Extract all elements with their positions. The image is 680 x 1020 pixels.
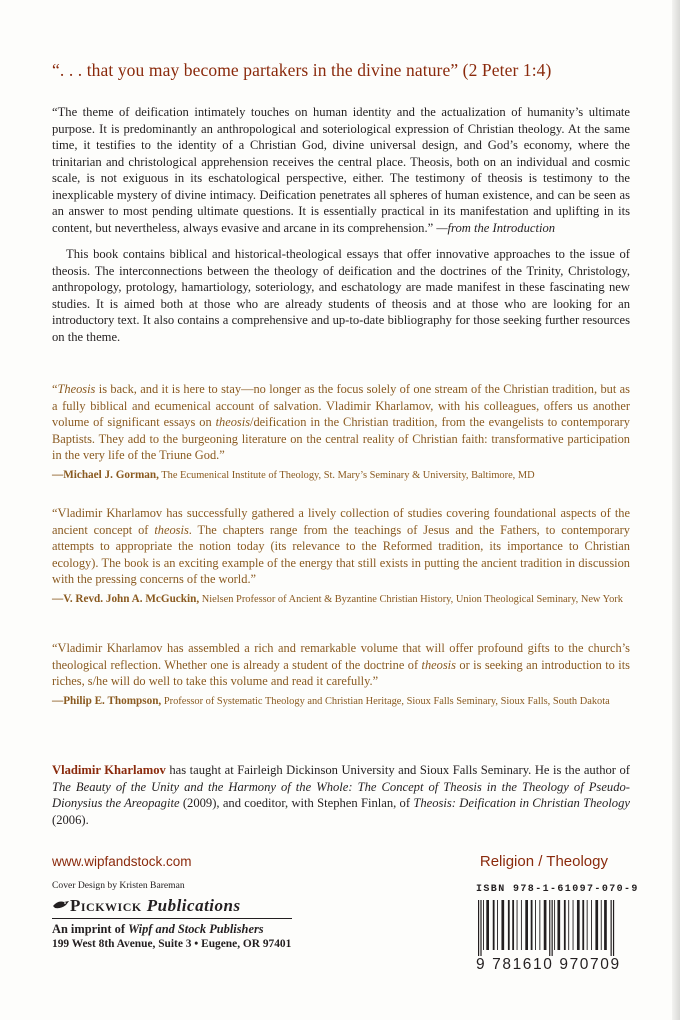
book-title: Theosis: Deification in Christian Theology (413, 796, 630, 811)
endorser-name: —Philip E. Thompson, (52, 694, 162, 707)
barcode-bar (483, 900, 484, 950)
category-label: Religion / Theology (479, 853, 608, 870)
book-description: This book contains biblical and historical-theological essays that offer innovative approaches to the issue of theosis. The interconnections between the theology of deification and the doctrines of the Trinity, Christology, anthropology, protology, hamartiology, soteriology, and eschatology are made manifest in these fascinating new studies. It is aimed both at those who are already students of theosis and at those who are looking for an introductory text. It also contains a comprehensive and up-to-date bibliography for those seeking further resources on the theme. (52, 247, 630, 344)
endorsement-attribution (52, 694, 630, 709)
publisher-address: 199 West 8th Avenue, Suite 3 • Eugene, OR 97401 (52, 938, 292, 950)
publisher-website[interactable]: www.wipfandstock.com (52, 854, 192, 869)
intro-quote (52, 104, 630, 236)
barcode-bar (601, 900, 602, 950)
barcode-bar (613, 900, 614, 956)
barcode-bar (535, 900, 536, 950)
endorsement-quote: “Theosis is back, and it is here to stay—no longer as the focus solely of one stream of the Christian tradition, but as a fully biblical and ecumenical account of salvation. Vladimir Kharlamov, with his colleagues, offers us another volume of significant essays on theosis/deification in the Christian tradition, from the evangelists to contemporary Baptists. They add to the burgeoning literature on the central reality of Christian faith: transformative participation in the very life of the Triune God.” (52, 382, 630, 463)
endorsement-thompson (52, 640, 630, 709)
isbn-label: ISBN 978-1-61097-070-9 (476, 884, 639, 895)
publisher-name: Pickwick Publications (52, 896, 312, 916)
barcode-bar (577, 900, 580, 950)
endorsement-quote: “Vladimir Kharlamov has successfully gathered a lively collection of studies covering foundational aspects of the ancient concept of theosis. The chapters range from the teachings of Jesus and the Fathers, to contemporary attempts to appropriate the notion today (its relevance to the Reformed tradition, its importance to Christian ecology). The book is an exciting example of the energy that still exists in putting the ancient tradition in discussion with the pressing concerns of the world.” (52, 506, 630, 587)
cover-design-credit: Cover Design by Kristen Bareman (52, 880, 185, 891)
barcode-bar (582, 900, 584, 950)
publisher-rule (52, 918, 292, 919)
barcode-bar (568, 900, 569, 950)
barcode-bar (497, 900, 498, 950)
page-edge (672, 0, 680, 1020)
barcode-bar (591, 900, 592, 950)
barcode-bar (478, 900, 479, 956)
barcode-bar (508, 900, 510, 950)
barcode-bar (517, 900, 518, 950)
barcode-bar (525, 900, 528, 950)
barcode-number: 9 781610 970709 (476, 956, 621, 973)
endorser-name: —V. Revd. John A. McGuckin, (52, 592, 200, 605)
barcode (476, 900, 638, 956)
barcode-bar (493, 900, 495, 950)
endorser-affiliation: Professor of Systematic Theology and Christian Heritage, Sioux Falls Seminary, Sioux Falls, South Dakota (161, 695, 610, 707)
barcode-bar (501, 900, 504, 950)
barcode-bar (531, 900, 533, 950)
barcode-bar (549, 900, 550, 956)
barcode-bar (595, 900, 598, 950)
endorsement-attribution (52, 592, 630, 607)
endorsement-quote: “Vladimir Kharlamov has assembled a rich and remarkable volume that will offer profound gifts to the church’s theological reflection. Whether one is already a student of the doctrine of theosis or is seeking an introduction to its riches, s/he will do well to take this volume and read it carefully.” (52, 641, 631, 689)
pickwick-logo-icon (52, 899, 70, 913)
endorsement-mcguckin (52, 505, 630, 607)
barcode-bar (604, 900, 607, 950)
publisher-block (52, 896, 312, 951)
intro-source: —from the Introduction (436, 220, 556, 235)
barcode-bar (552, 900, 553, 956)
author-bio: Vladimir Kharlamov has taught at Fairleigh Dickinson University and Sioux Falls Seminary. He is the author of The Beauty of the Unity and the Harmony of the Whole: The Concept of Theosis in the Theology of Pseudo-Dionysius the Areopagite (2009), and coeditor, with Stephen Finlan, of Theosis: Deification in Christian Theology (2006). (52, 763, 630, 827)
barcode-bar (557, 900, 560, 950)
barcode-bar (512, 900, 514, 950)
epigraph: “. . . that you may become partakers in the divine nature” (2 Peter 1:4) (52, 60, 552, 80)
publisher-imprint: An imprint of Wipf and Stock Publishers (52, 922, 264, 936)
barcode-bar (587, 900, 588, 950)
endorser-name: —Michael J. Gorman, (52, 468, 159, 481)
intro-text: “The theme of deification intimately touches on human identity and the actualization of humanity’s ultimate purpose. It is predominantly an anthropological and soteriological expression of Christian theology. At the same time, it testifies to the identity of a Christian God, divine universal design, and God’s economy, where the trinitarian and christological apprehension receives the central place. Theosis, both on an individual and cosmic scale, is not exiguous in its eschatological perspective, either. The testimony of theosis is testimony to the inexplicable mystery of divine intimacy. Deification penetrates all spheres of human existence, and can be seen as an answer to most pending ultimate questions. It is essentially practical in its manifestation and uplifting in its content, but nevertheless, always evasive and arcane in its comprehension.” (52, 105, 630, 235)
author-name: Vladimir Kharlamov (52, 763, 166, 777)
barcode-bar (611, 900, 612, 956)
barcode-bar (573, 900, 574, 950)
barcode-bar (564, 900, 566, 950)
endorsement-gorman (52, 381, 630, 483)
barcode-bar (554, 900, 555, 950)
barcode-bar (521, 900, 522, 950)
barcode-bar (486, 900, 489, 950)
endorser-affiliation: Nielsen Professor of Ancient & Byzantine Christian History, Union Theological Seminary, New York (199, 593, 623, 605)
endorser-affiliation: The Ecumenical Institute of Theology, St. Mary’s Seminary & University, Baltimore, MD (158, 469, 535, 481)
endorsement-attribution (52, 468, 630, 483)
book-title: The Beauty of the Unity and the Harmony of the Whole: The Concept of Theosis in the Theology of Pseudo-Dionysius the Areopagite (52, 779, 630, 811)
barcode-bar (480, 900, 481, 956)
barcode-bar (539, 900, 540, 950)
barcode-bar (544, 900, 547, 950)
